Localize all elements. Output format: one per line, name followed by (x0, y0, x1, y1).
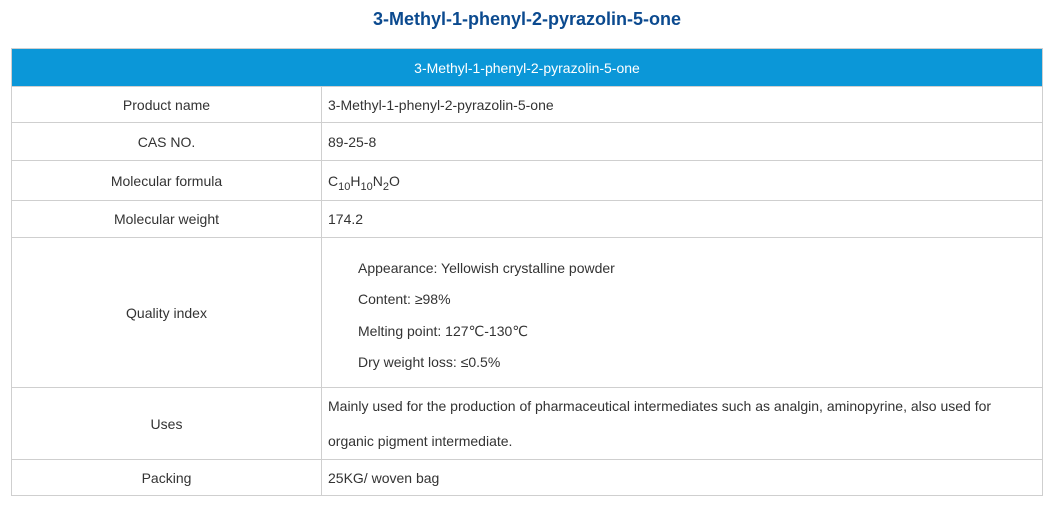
uses-value (322, 388, 1043, 460)
table-header-title: 3-Methyl-1-phenyl-2-pyrazolin-5-one (12, 49, 1043, 87)
molecular-weight-label: Molecular weight (12, 201, 322, 238)
packing-value: 25KG/ woven bag (322, 460, 1043, 496)
table-row-quality-index (12, 238, 1043, 388)
quality-dry-weight-loss: Dry weight loss: ≤0.5% (358, 354, 501, 370)
quality-index-list (328, 247, 1036, 379)
quality-index-label: Quality index (12, 238, 322, 388)
table-row-molecular-weight (12, 201, 1043, 238)
formula-hydrogen-count: 10 (360, 180, 373, 193)
formula-oxygen: O (389, 172, 400, 189)
table-row-uses (12, 388, 1043, 460)
quality-index-value (322, 238, 1043, 388)
table-row-cas-no (12, 123, 1043, 161)
molecular-formula-value (322, 161, 1043, 201)
molecular-weight-value: 174.2 (322, 201, 1043, 238)
quality-content: Content: ≥98% (358, 291, 451, 307)
quality-melting-point: Melting point: 127℃-130℃ (358, 322, 528, 339)
formula-nitrogen: N (372, 172, 383, 189)
quality-appearance: Appearance: Yellowish crystalline powder (358, 259, 615, 276)
product-name-value: 3-Methyl-1-phenyl-2-pyrazolin-5-one (322, 87, 1043, 123)
formula-carbon: C (328, 172, 339, 189)
molecular-formula-label: Molecular formula (12, 161, 322, 201)
product-name-label: Product name (12, 87, 322, 123)
table-row-packing (12, 460, 1043, 496)
table-row-product-name (12, 87, 1043, 123)
formula-hydrogen: H (350, 172, 361, 189)
product-spec-table (11, 48, 1043, 496)
formula-carbon-count: 10 (338, 180, 351, 193)
table-row-molecular-formula (12, 161, 1043, 201)
uses-text: Mainly used for the production of pharmaceutical intermediates such as analgin, aminopyrine, also used for organic pigment intermediate. (328, 397, 992, 449)
packing-label: Packing (12, 460, 322, 496)
page-title: 3-Methyl-1-phenyl-2-pyrazolin-5-one (372, 9, 682, 29)
uses-label: Uses (12, 388, 322, 460)
formula-nitrogen-count: 2 (382, 180, 389, 193)
cas-no-label: CAS NO. (12, 123, 322, 161)
table-header-row (12, 49, 1043, 87)
cas-no-value: 89-25-8 (322, 123, 1043, 161)
